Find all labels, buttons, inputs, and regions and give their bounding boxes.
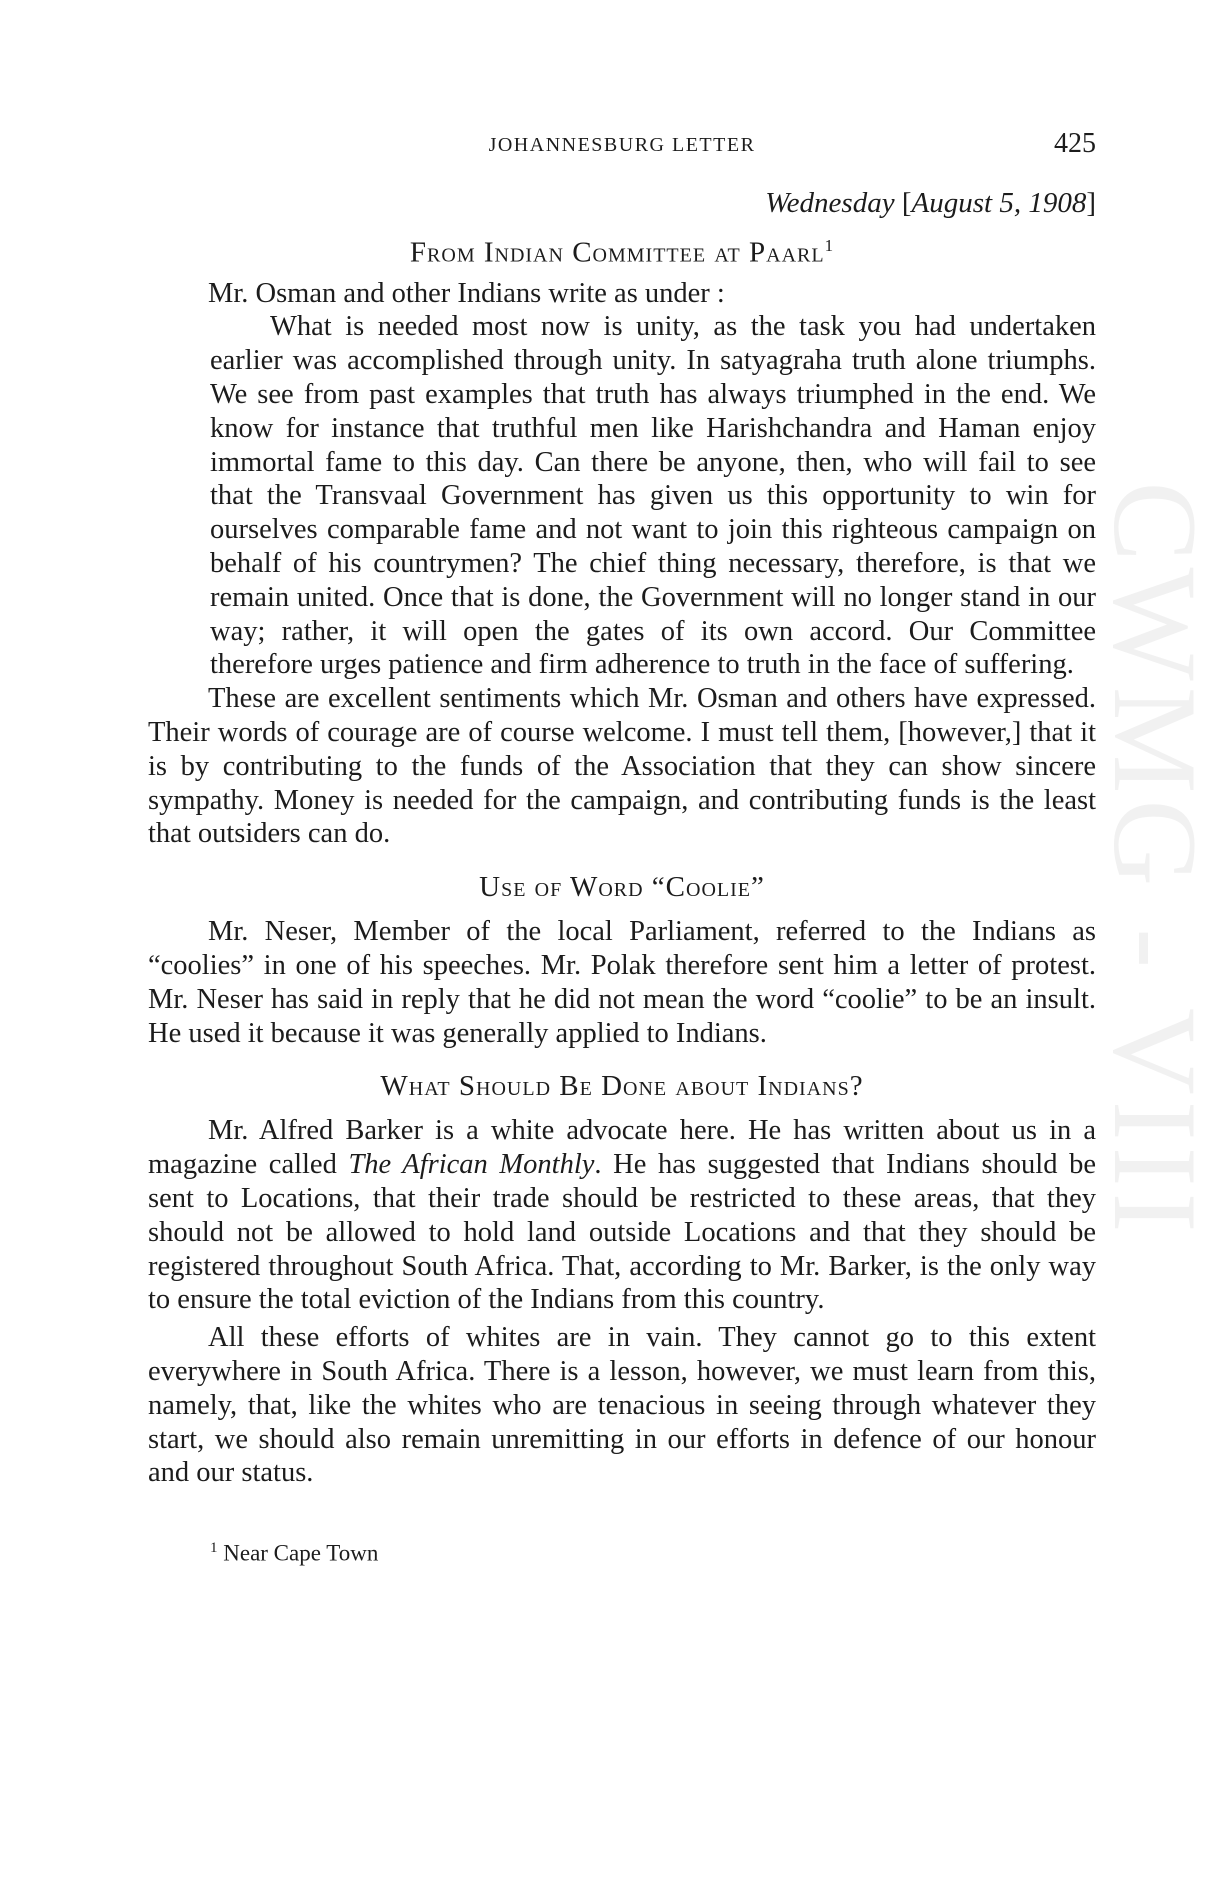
watermark-text: CWMG - VIII xyxy=(1089,481,1222,1239)
barker-text-after: . He has suggested that Indians should be sent to Locations, that their trade should be restricted to these areas, that they should not be allowed to hold land outside Locations and that they should be registered throughout South Africa. That, according to Mr. Barker, is the only way to ensure the total eviction of the Indians from this country. xyxy=(148,1149,1096,1316)
section-heading-paarl xyxy=(148,228,1096,271)
dateline-day: Wednesday xyxy=(765,187,895,219)
footnote-reference: 1 xyxy=(824,236,835,255)
watermark xyxy=(1089,481,1222,1239)
lesson-paragraph: All these efforts of whites are in vain. They cannot go to this extent everywhere in South Africa. There is a lesson, however, we must learn from this, namely, that, like the whites who are tenacious in seeing through whatever they start, we should also remain unremitting in our efforts in defence of our honour and our status. xyxy=(148,1322,1096,1489)
footnote-text: Near Cape Town xyxy=(223,1540,379,1566)
dateline-date: August 5, 1908 xyxy=(911,187,1087,219)
footnote xyxy=(210,1534,1096,1568)
dateline-close-bracket: ] xyxy=(1086,187,1096,219)
block-quote-text: What is needed most now is unity, as the task you had undertaken earlier was accomplished through unity. In satyagraha truth alone triumphs. We see from past examples that truth has always triumphed in the end. We know for instance that truthful men like Harishchandra and Haman enjoy immortal fame to this day. Can there be anyone, then, who will fail to see that the Transvaal Government has given us this opportunity to win for ourselves comparable fame and not want to join this righteous campaign on behalf of his countrymen? The chief thing necessary, therefore, is that we remain united. Once that is done, the Government will no longer stand in our way; rather, it will open the gates of its own accord. Our Committee therefore urges patience and firm adherence to truth in the face of suffering. xyxy=(210,311,1096,681)
footnote-marker: 1 xyxy=(210,1540,218,1557)
section-heading-paarl-text: From Indian Committee at Paarl xyxy=(409,236,825,269)
barker-paragraph xyxy=(148,1114,1096,1317)
page-number: 425 xyxy=(1054,128,1096,159)
dateline-open-bracket: [ xyxy=(901,187,912,219)
paarl-comment: These are excellent sentiments which Mr. Osman and others have expressed. Their words of courage are of course welcome. I must tell them, [however,] that it is by contributing to the funds of the Association that they can show sincere sympathy. Money is needed for the campaign, and contributing funds is the least that outsiders can do. xyxy=(148,683,1096,850)
block-quote xyxy=(210,310,1096,682)
running-title: JOHANNESBURG LETTER xyxy=(488,134,756,156)
running-head xyxy=(148,120,1096,164)
page xyxy=(148,120,1096,1568)
coolie-body: Mr. Neser, Member of the local Parliament, referred to the Indians as “coolies” in one of his speeches. Mr. Polak therefore sent him a letter of protest. Mr. Neser has said in reply that he did not mean the word “coolie” to be an insult. He used it because it was generally applied to Indians. xyxy=(148,916,1096,1049)
barker-text-before: Mr. Alfred Barker is a white advocate here. He has written about us in a magazine called xyxy=(148,1115,1096,1181)
magazine-title: The African Monthly xyxy=(348,1149,595,1181)
section-heading-indians: What Should Be Done about Indians? xyxy=(380,1070,864,1103)
paarl-intro: Mr. Osman and other Indians write as under : xyxy=(208,277,725,309)
section-heading-coolie: Use of Word “Coolie” xyxy=(479,871,765,904)
dateline xyxy=(148,186,1096,220)
